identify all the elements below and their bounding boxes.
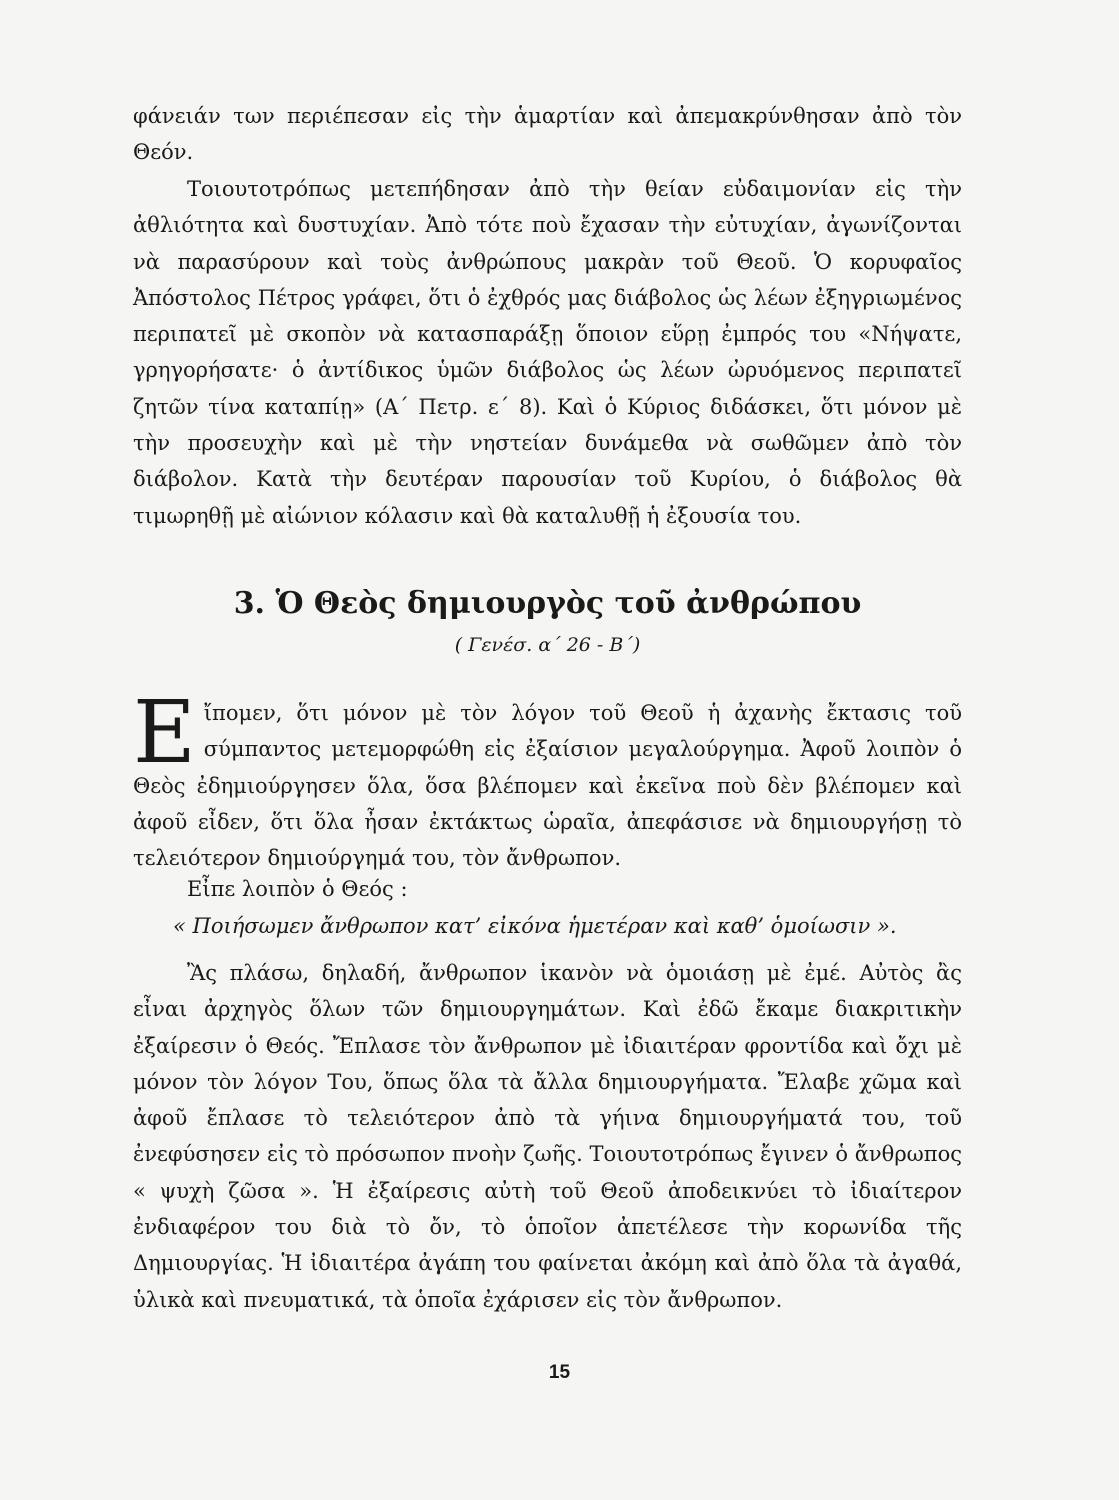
section-reference: ( Γενέσ. α΄ 26 - Β΄) <box>454 634 641 656</box>
paragraph-devil: Τοιουτοτρόπως μετεπήδησαν ἀπὸ τὴν θείαν εὐδαιμονίαν εἰς τὴν ἀθλιότητα καὶ δυστυχίαν. Ἀπὸ τότε ποὺ ἔχασαν τὴν εὐτυχίαν, ἀγωνίζονται νὰ παρασύρουν καὶ τοὺς ἀνθρώπους μακρὰν τοῦ Θεοῦ. Ὁ κορυφαῖος Ἀπόστολος Πέτρος γράφει, ὅτι ὁ ἐχθρός μας διάβολος ὡς λέων ἐξηγριωμένος περιπατεῖ μὲ σκοπὸν νὰ κατασπαράξῃ ὅποιον εὕρῃ ἐμπρός του «Νήψατε, γρηγορήσατε· ὁ ἀντίδικος ὑμῶν διάβολος ὡς λέων ὠρυόμενος περιπατεῖ ζητῶν τίνα καταπίῃ» (Α΄ Πετρ. ε΄ 8). Καὶ ὁ Κύριος διδάσκει, ὅτι μόνον μὲ τὴν προσευχὴν καὶ μὲ τὴν νηστείαν δυνάμεθα νὰ σωθῶμεν ἀπὸ τὸν διάβολον. Κατὰ τὴν δευτέραν παρουσίαν τοῦ Κυρίου, ὁ διάβολος θὰ τιμωρηθῇ μὲ αἰώνιον κόλασιν καὶ θὰ καταλυθῇ ἡ ἐξουσία του. <box>133 177 962 528</box>
scripture-quote: « Ποιήσωμεν ἄνθρωπον κατ’ εἰκόνα ἡμετέραν καὶ καθ’ ὁμοίωσιν ». <box>173 914 897 938</box>
drop-cap: Ε <box>133 683 196 783</box>
paragraph-creation-text: ἴπομεν, ὅτι μόνον μὲ τὸν λόγον τοῦ Θεοῦ ἡ ἀχανὴς ἔκτασις τοῦ σύμπαντος μετεμορφώθη εἰς ἐξαίσιον μεγαλούργημα. Ἀφοῦ λοιπὸν ὁ Θεὸς ἐδημιούργησεν ὅλα, ὅσα βλέπομεν καὶ ἐκεῖνα ποὺ δὲν βλέπομεν καὶ ἀφοῦ εἶδεν, ὅτι ὅλα ἦσαν ἐκτάκτως ὡραῖα, ἀπεφάσισε νὰ δημιουργήσῃ τὸ τελειότερον δημιούργημά του, τὸν ἄνθρωπον. <box>133 701 962 871</box>
paragraph-man-creation: Ἂς πλάσω, δηλαδή, ἄνθρωπον ἱκανὸν νὰ ὁμοιάσῃ μὲ ἐμέ. Αὐτὸς ἂς εἶναι ἀρχηγὸς ὅλων τῶν δημιουργημάτων. Καὶ ἐδῶ ἔκαμε διακριτικὴν ἐξαίρεσιν ὁ Θεός. Ἔπλασε τὸν ἄνθρωπον μὲ ἰδιαιτέραν φροντίδα καὶ ὄχι μὲ μόνον τὸν λόγον Του, ὅπως ὅλα τὰ ἄλλα δημιουργήματα. Ἔλαβε χῶμα καὶ ἀφοῦ ἔπλασε τὸ τελειότερον ἀπὸ τὰ γήινα δημιουργήματά του, τοῦ ἐνεφύσησεν εἰς τὸ πρόσωπον πνοὴν ζωῆς. Τοιουτοτρόπως ἔγινεν ὁ ἄνθρωπος « ψυχὴ ζῶσα ». Ἡ ἐξαίρεσις αὐτὴ τοῦ Θεοῦ ἀποδεικνύει τὸ ἰδιαίτερον ἐνδιαφέρον του διὰ τὸ ὄν, τὸ ὁποῖον ἀπετέλεσε τὴν κορωνίδα τῆς Δημιουργίας. Ἡ ἰδιαιτέρα ἀγάπη του φαίνεται ἀκόμη καὶ ἀπὸ ὅλα τὰ ἀγαθά, ὑλικὰ καὶ πνευματικά, τὰ ὁποῖα ἐχάρισεν εἰς τὸν ἄνθρωπον. <box>133 961 962 1312</box>
paragraph-continuation: φάνειάν των περιέπεσαν εἰς τὴν ἁμαρτίαν καὶ ἀπεμακρύνθησαν ἀπὸ τὸν Θεόν. <box>133 104 962 165</box>
paragraph-god-said: Εἶπε λοιπὸν ὁ Θεός : <box>187 877 408 901</box>
section-heading: 3. Ὁ Θεὸς δημιουργὸς τοῦ ἀνθρώπου <box>233 586 862 621</box>
paragraph-creation <box>133 683 962 876</box>
page-number: 15 <box>548 1362 571 1383</box>
